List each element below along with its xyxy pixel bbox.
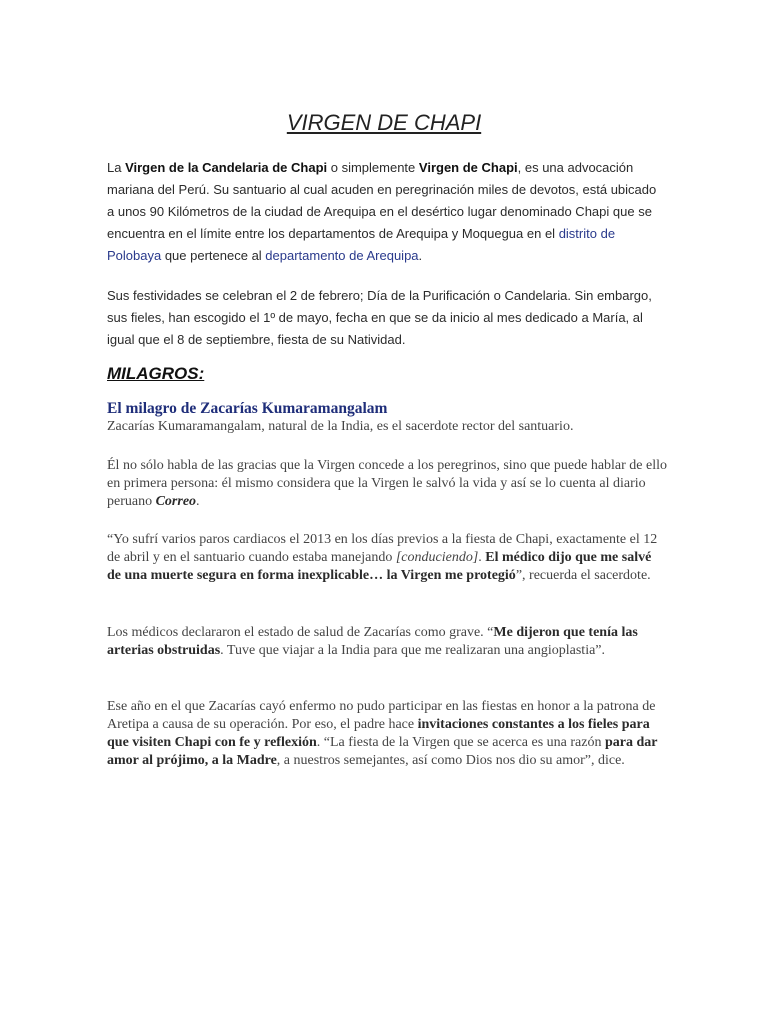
- paragraph-bold-quote: Me dijeron que tenía las arterias obstruidas: [107, 625, 638, 658]
- intro-text: .: [418, 248, 423, 263]
- paragraph-bold-phrase: invitaciones constantes a los fieles para que visiten Chapi con fe y reflexión: [107, 717, 650, 750]
- paragraph-text: “Yo sufrí varios paros cardiacos el 2013 en los días previos a la fiesta de Chapi, exactamente el 12 de abril y en el santuario cuando estaba manejando: [107, 532, 658, 565]
- paragraph-text: Los médicos declararon el estado de salud de Zacarías como grave. “: [107, 625, 494, 640]
- paragraph-text: , a nuestros semejantes, así como Dios nos dio su amor”, dice.: [276, 753, 625, 768]
- intro-bold-short-name: Virgen de Chapi: [418, 160, 518, 175]
- intro-bold-name: Virgen de la Candelaria de Chapi: [125, 160, 328, 175]
- paragraph-text: Ese año en el que Zacarías cayó enfermo no pudo participar en las fiestas en honor a la patrona de Aretipa a causa de su operación. Por eso, el padre hace: [107, 699, 656, 732]
- intro-text: , es una advocación mariana del Perú. Su santuario al cual acuden en peregrinación miles de devotos, está ubicado a unos 90 Kilómetros de la ciudad de Arequipa en el desértico lugar denominado Chapi que se encuentra en el límite entre los departamentos de Arequipa y Moquegua en el: [107, 160, 657, 241]
- article-paragraph-5: [107, 698, 667, 770]
- article-paragraph-1: Zacarías Kumaramangalam, natural de la India, es el sacerdote rector del santuario.: [107, 419, 574, 434]
- article-paragraph-4: [107, 624, 667, 660]
- festividades-paragraph: Sus festividades se celebran el 2 de febrero; Día de la Purificación o Candelaria. Sin embargo, sus fieles, han escogido el 1º de mayo, fecha en que se da inicio al mes dedicado a María, al igual que el 8 de septiembre, fiesta de su Natividad.: [107, 288, 652, 347]
- paragraph-text: .: [478, 550, 486, 565]
- polobaya-link[interactable]: distrito de Polobaya: [107, 226, 616, 263]
- paragraph-text: ”, recuerda el sacerdote.: [515, 568, 651, 583]
- paragraph-bold-phrase: para dar amor al prójimo, a la Madre: [107, 735, 658, 768]
- paragraph-text: . Tuve que viajar a la India para que me realizaran una angioplastia”.: [220, 643, 606, 658]
- intro-text: o simplemente: [327, 160, 419, 175]
- article-paragraph-3: [107, 531, 667, 585]
- arequipa-link[interactable]: departamento de Arequipa: [265, 248, 419, 263]
- intro-text: que pertenece al: [161, 248, 266, 263]
- paragraph-italic: [conduciendo]: [395, 550, 479, 565]
- paragraph-text: Él no sólo habla de las gracias que la Virgen concede a los peregrinos, sino que puede hablar de ello en primera persona: él mismo considera que la Virgen le salvó la vida y así se lo cuenta al diario peruano: [107, 458, 668, 509]
- intro-paragraph: [107, 157, 667, 267]
- paragraph-text: .: [196, 494, 200, 509]
- page-title: VIRGEN DE CHAPI: [286, 110, 482, 135]
- article-paragraph-2: [107, 457, 667, 511]
- newspaper-name: Correo: [155, 494, 197, 509]
- milagros-heading: MILAGROS:: [107, 364, 205, 383]
- intro-text: La: [107, 160, 126, 175]
- paragraph-text: . “La fiesta de la Virgen que se acerca es una razón: [316, 735, 605, 750]
- paragraph-bold-quote: El médico dijo que me salvé de una muerte segura en forma inexplicable… la Virgen me protegió: [107, 550, 652, 583]
- article-heading: El milagro de Zacarías Kumaramangalam: [107, 400, 388, 417]
